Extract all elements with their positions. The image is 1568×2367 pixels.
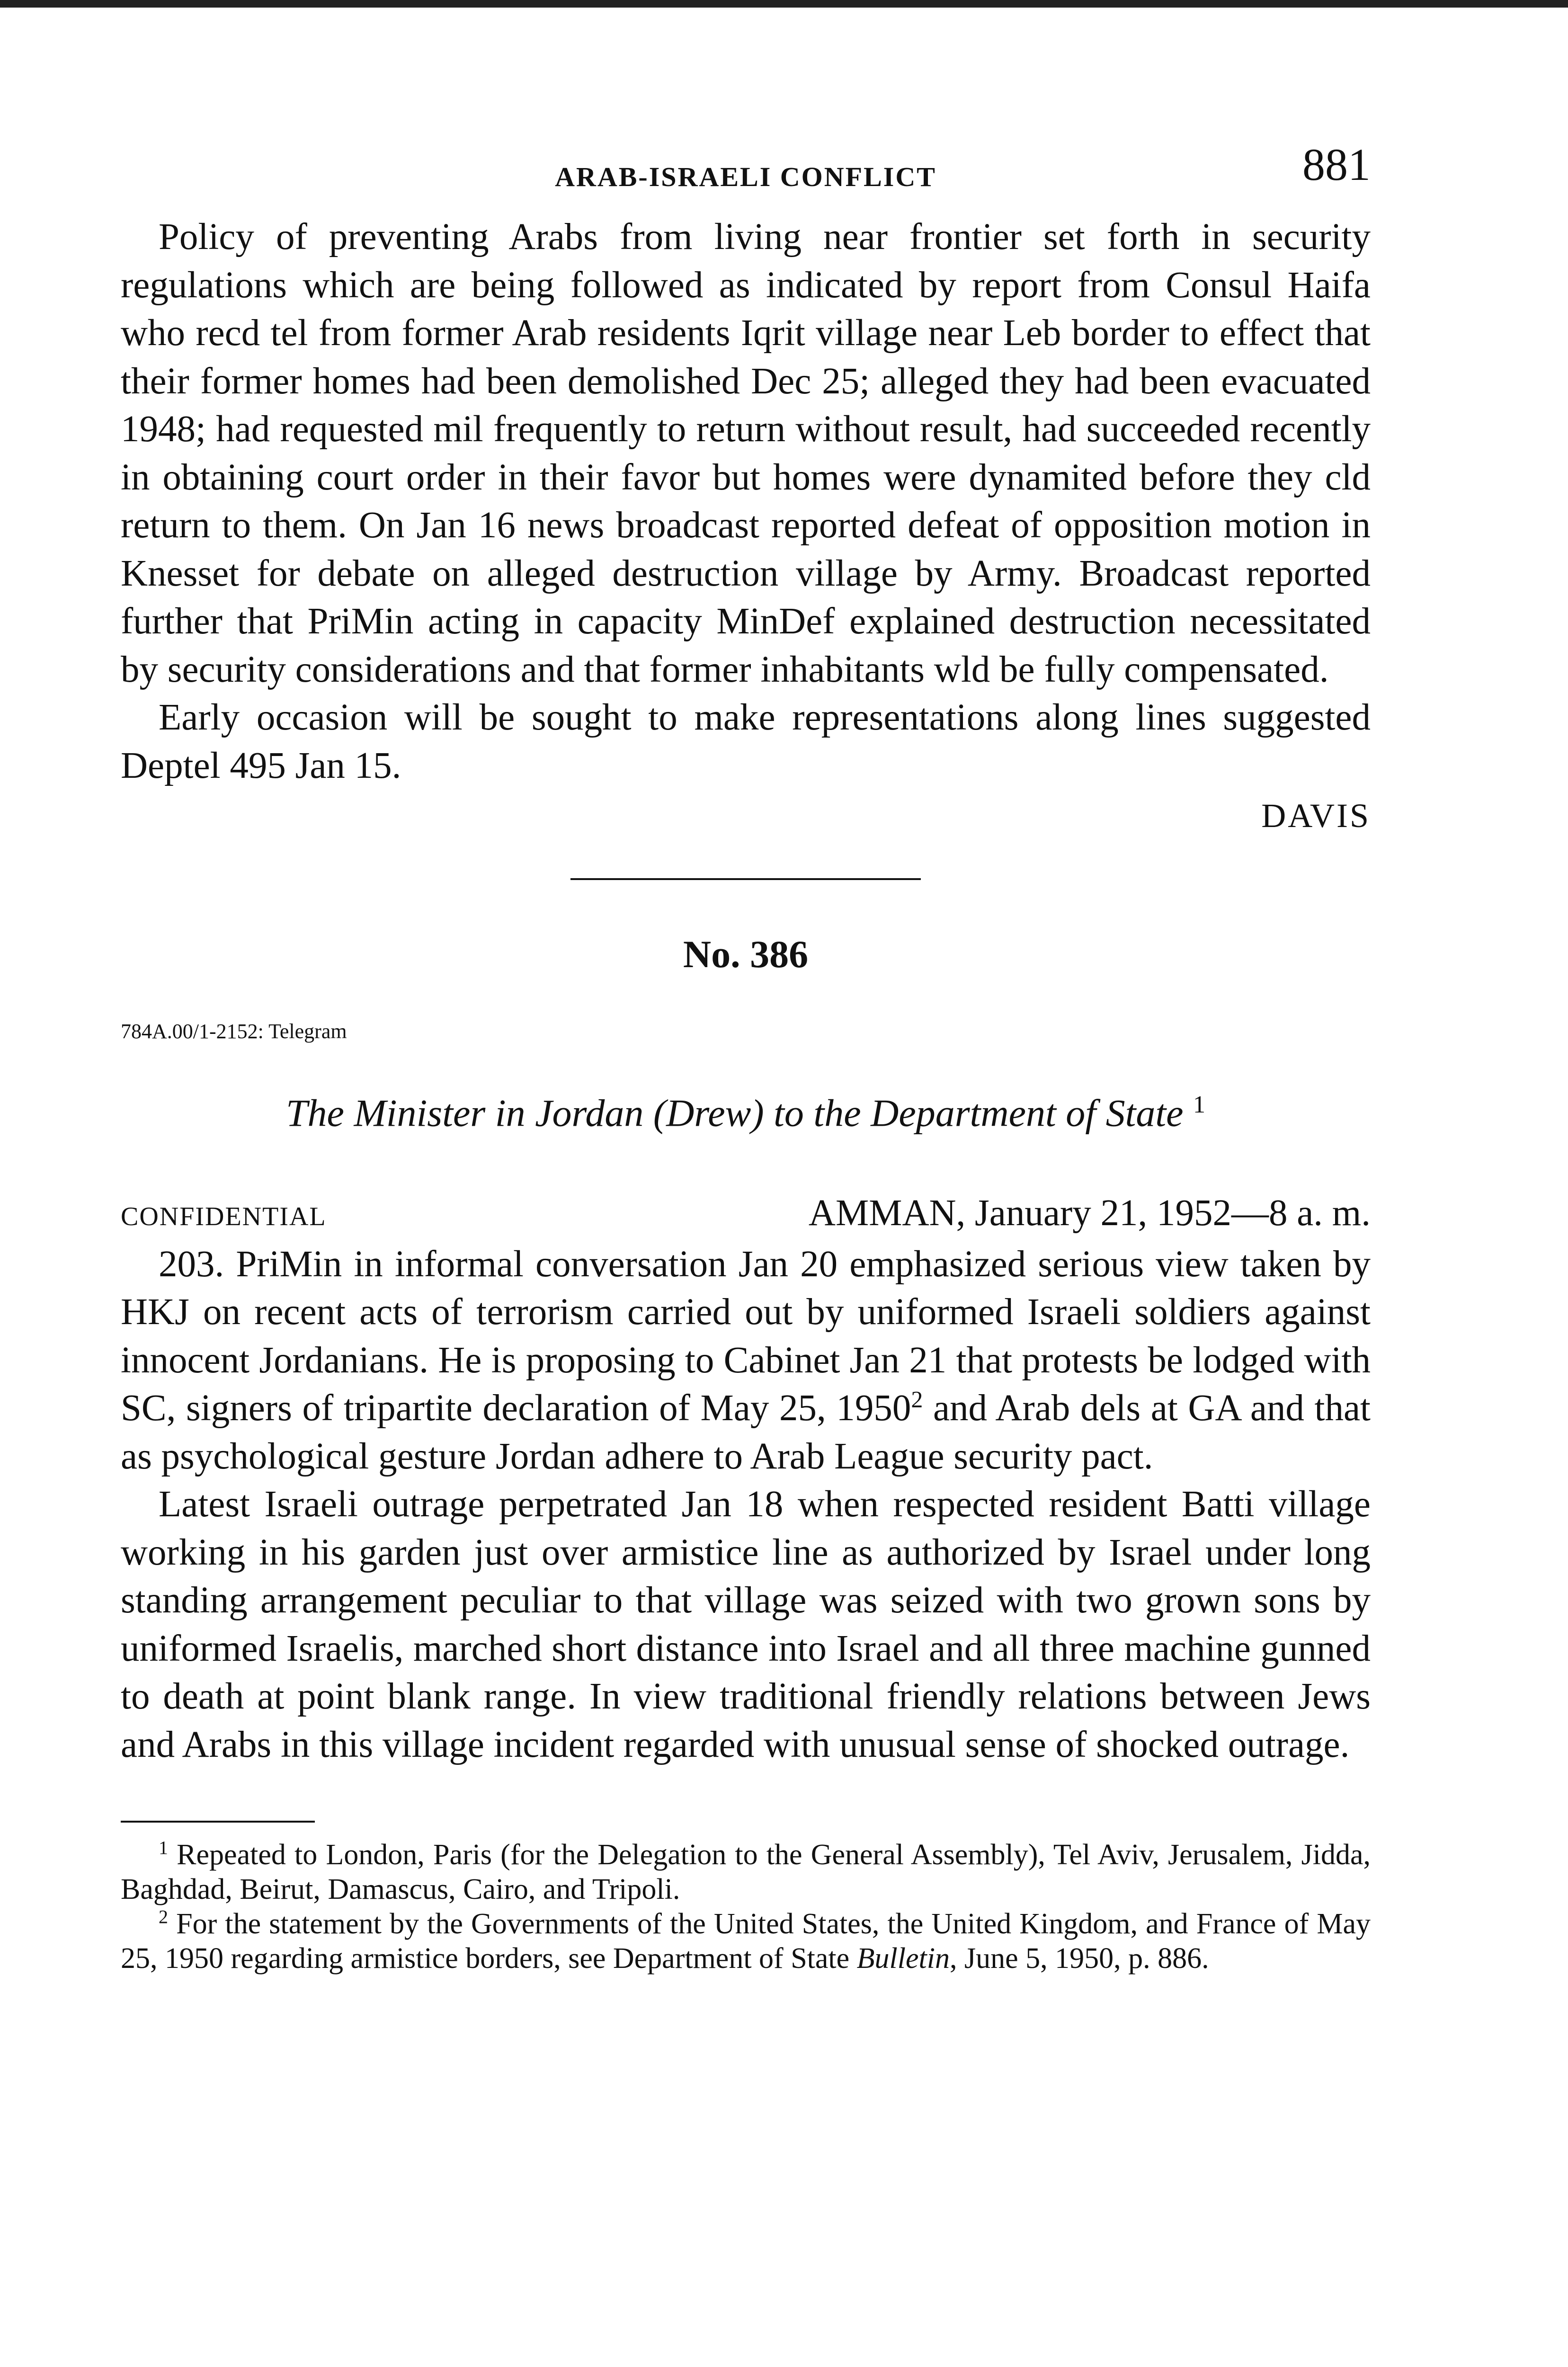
footnote-rule bbox=[121, 1821, 315, 1823]
document-number: No. 386 bbox=[683, 933, 809, 976]
footnote bbox=[121, 1838, 1371, 1907]
signature: DAVIS bbox=[1261, 797, 1371, 835]
body-paragraph: Early occasion will be sought to make representations along lines suggested Deptel 495 Jan 15. bbox=[121, 697, 1371, 786]
footnote-mark: 1 bbox=[1193, 1091, 1206, 1118]
dateline bbox=[121, 1192, 1371, 1240]
body-paragraph: Policy of preventing Arabs from living near frontier set forth in security regulations which are being followed as indicated by report from Consul Haifa who recd tel from former Arab residents Iqrit village near Leb border to effect that their former homes had been demolished Dec 25; alleged they had been evacuated 1948; had requested mil frequently to return without result, had succeeded recently in obtaining court order in their favor but homes were dynamited before they cld return to them. On Jan 16 news broadcast reported defeat of opposition motion in Knesset for debate on alleged destruction village by Army. Broadcast reported further that PriMin acting in capacity MinDef explained destruction necessitated by security considerations and that former inhabitants wld be fully compensated. bbox=[121, 216, 1371, 690]
classification-label: CONFIDENTIAL bbox=[121, 1202, 327, 1232]
paragraph-text: 203. PriMin in informal conversation Jan 20 emphasized serious view taken by HKJ on recent acts of terrorism carried out by uniformed Israeli soldiers against innocent Jordanians. He is proposing to Cabinet Jan 21 that protests be lodged with SC, signers of tripartite declaration of May 25, 1950 bbox=[121, 1243, 1371, 1429]
footnotes bbox=[121, 1838, 1371, 1976]
footnote-number: 2 bbox=[159, 1906, 168, 1928]
section-divider bbox=[570, 878, 921, 880]
document-title-text: The Minister in Jordan (Drew) to the Department of State bbox=[285, 1091, 1184, 1135]
footnote-text: , June 5, 1950, p. 886. bbox=[949, 1942, 1209, 1975]
second-document-body bbox=[121, 1240, 1371, 1769]
footnote bbox=[121, 1907, 1371, 1976]
running-title: ARAB-ISRAELI CONFLICT bbox=[555, 161, 936, 192]
footnote-number: 1 bbox=[159, 1837, 168, 1859]
footnote-italic-title: Bulletin bbox=[856, 1942, 950, 1975]
footnote-mark: 2 bbox=[911, 1386, 923, 1413]
first-document-body bbox=[121, 213, 1371, 790]
body-paragraph: Latest Israeli outrage perpetrated Jan 18 when respected resident Batti village working in his garden just over armistice line as authorized by Israel under long standing arrangement peculiar to that village was seized with two grown sons by uniformed Israelis, marched short distance into Israel and all three machine gunned to death at point blank range. In view traditional friendly relations between Jews and Arabs in this village incident regarded with unusual sense of shocked outrage. bbox=[121, 1484, 1371, 1765]
page-number: 881 bbox=[1302, 139, 1371, 190]
footnote-text: Repeated to London, Paris (for the Delegation to the General Assembly), Tel Aviv, Jerusalem, Jidda, Baghdad, Beirut, Damascus, Cairo, and Tripoli. bbox=[121, 1839, 1371, 1906]
document-page bbox=[121, 139, 1371, 1976]
place-and-date: AMMAN, January 21, 1952—8 a. m. bbox=[808, 1192, 1371, 1234]
footnote-text: For the statement by the Governments of the United States, the United Kingdom, and France of May 25, 1950 regarding armistice borders, see Department of State bbox=[121, 1908, 1371, 1975]
file-reference: 784A.00/1-2152: Telegram bbox=[121, 1020, 347, 1043]
document-title bbox=[121, 1091, 1371, 1135]
page-top-border bbox=[0, 0, 1568, 8]
body-paragraph bbox=[121, 1240, 1371, 1481]
running-header bbox=[121, 139, 1371, 213]
paragraph-text: and Arab dels at GA and that as psychological gesture Jordan adhere to Arab League security pact. bbox=[121, 1388, 1371, 1477]
